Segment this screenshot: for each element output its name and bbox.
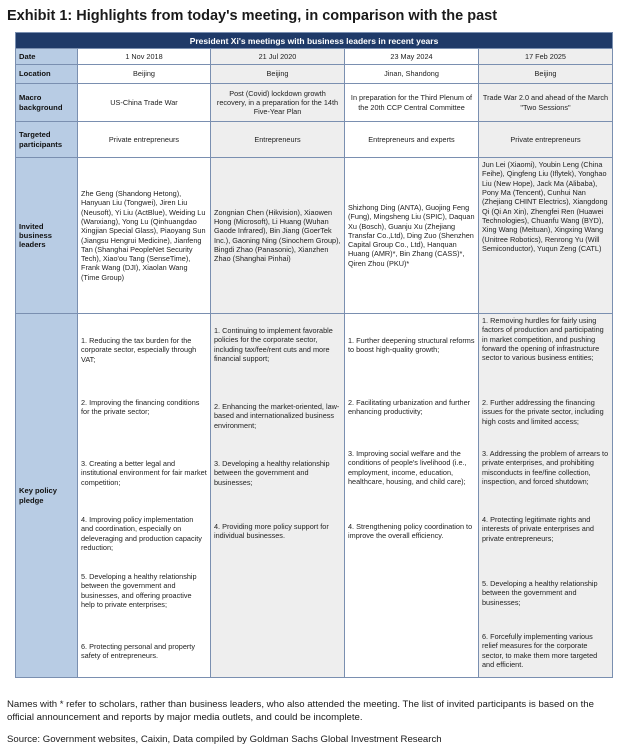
- location-cell: Beijing: [479, 65, 613, 84]
- participants-cell: Private entrepreneurs: [479, 122, 613, 158]
- location-cell: Jinan, Shandong: [345, 65, 479, 84]
- location-row: [16, 65, 613, 84]
- pledge-item: 2. Further addressing the financing issues for the private sector, including high costs and limited access;: [482, 398, 604, 426]
- leaders-cell: Zhe Geng (Shandong Hetong), Hanyuan Liu (Tongwei), Jiren Liu (Neusoft), Yi Liu (ActBlue), Weiding Lu (Wanxiang), Yong Lu (Qinhuangdao Xingjian Special Glass), Piaoyang Sun (Jiangsu Hengrui Medicine), Jianfeng Tan (Shanghai PeopleNet Security Tech), Xiao'ou Tang (SenseTime), Frank Wang (DJI), Xiaolan Wang (Time Group): [78, 158, 211, 314]
- pledge-item: 3. Developing a healthy relationship between the government and businesses;: [214, 459, 330, 487]
- date-cell: 17 Feb 2025: [479, 49, 613, 65]
- meetings-table-container: [15, 32, 612, 678]
- pledge-item: 4. Protecting legitimate rights and interests of private enterprises and private entrepreneurs;: [482, 515, 594, 543]
- macro-row: [16, 84, 613, 122]
- pledge-item: 4. Providing more policy support for individual businesses.: [214, 522, 329, 541]
- row-label-macro: Macro background: [16, 84, 78, 122]
- participants-row: [16, 122, 613, 158]
- pledge-item: 2. Enhancing the market-oriented, law-based and internationalized business environment;: [214, 402, 340, 430]
- pledge-item: 4. Strengthening policy coordination to improve the overall efficiency.: [348, 522, 473, 541]
- pledge-item: 1. Continuing to implement favorable policies for the corporate sector, including tax/fee/rent cuts and more financial support;: [214, 326, 333, 363]
- macro-cell: US-China Trade War: [78, 84, 211, 122]
- leaders-cell: Zongnian Chen (Hikvision), Xiaowen Hong (Microsoft), Li Huang (Wuhan Gaode Infrared), Bin Jiang (GoerTek Inc.), Gaoning Ning (Sinochem Group), Bingdi Zhao (Panasonic), Xianzhen Zhao (Shanghai Pinhai): [211, 158, 345, 314]
- date-cell: 1 Nov 2018: [78, 49, 211, 65]
- table-banner-row: [16, 33, 613, 49]
- table-banner: President Xi's meetings with business leaders in recent years: [16, 33, 613, 49]
- participants-cell: Private entrepreneurs: [78, 122, 211, 158]
- pledge-item: 6. Protecting personal and property safety of entrepreneurs.: [81, 642, 195, 661]
- date-cell: 21 Jul 2020: [211, 49, 345, 65]
- row-label-date: Date: [16, 49, 78, 65]
- row-label-leaders: Invited business leaders: [16, 158, 78, 314]
- pledge-cell: [78, 314, 211, 678]
- pledge-item: 1. Reducing the tax burden for the corporate sector, especially through VAT;: [81, 336, 197, 364]
- pledge-item: 6. Forcefully implementing various relief measures for the corporate sector, to make them more targeted and efficient.: [482, 632, 598, 669]
- row-label-participants: Targeted participants: [16, 122, 78, 158]
- pledge-cell: [479, 314, 613, 678]
- pledge-item: 5. Developing a healthy relationship between the government and businesses, and offering proactive help to private enterprises;: [81, 572, 197, 609]
- leaders-cell: Shizhong Ding (ANTA), Guojing Feng (Fung), Mingsheng Liu (SPIC), Daquan Xu (Bosch), Guanju Xu (Zhejiang Transfar Co.,Ltd), Ding Zuo (Shenzhen Capital Group Co., Ltd), Hanquan Huang (AMR)*, Bin Zhang (CASS)*, Qiren Zhou (PKU)*: [345, 158, 479, 314]
- source-note: Source: Government websites, Caixin, Data compiled by Goldman Sachs Global Investment Research: [7, 734, 442, 745]
- pledge-item: 5. Developing a healthy relationship between the government and businesses;: [482, 579, 598, 607]
- exhibit-title: Exhibit 1: Highlights from today's meeting, in comparison with the past: [7, 8, 498, 24]
- pledge-item: 2. Facilitating urbanization and further enhancing productivity;: [348, 398, 471, 417]
- pledge-row: [16, 314, 613, 678]
- leaders-row: [16, 158, 613, 314]
- pledge-item: 1. Removing hurdles for fairly using factors of production and participating in market competition, and pushing forward the opening of infrastructure sector to various business entities;: [482, 316, 604, 363]
- pledge-item: 2. Improving the financing conditions for the private sector;: [81, 398, 200, 417]
- leaders-cell: Jun Lei (Xiaomi), Youbin Leng (China Feihe), Qingfeng Liu (Iflytek), Yonghao Liu (New Hope), Jack Ma (Alibaba), Pony Ma (Tencent), Cunhui Nan (Zhejiang CHINT Electrics), Xiangdong Qi (Qi An Xin), Zhengfei Ren (Huawei Technologies), Chuanfu Wang (BYD), Xing Wang (Meituan), Xingxing Wang (Unitree Robotics), Renrong Yu (Will Semiconductor), Yuqun Zeng (CATL): [479, 158, 613, 314]
- location-cell: Beijing: [78, 65, 211, 84]
- pledge-item: 3. Addressing the problem of arrears to private enterprises, and prohibiting misconducts in fee/fine collection, inspection, and forced shutdown;: [482, 449, 609, 486]
- pledge-item: 3. Improving social welfare and the conditions of people's livelihood (i.e., employment, income, education, healthcare, housing, and child care);: [348, 449, 467, 486]
- macro-cell: Trade War 2.0 and ahead of the March "Two Sessions": [479, 84, 613, 122]
- meetings-table: [15, 32, 613, 678]
- pledge-cell: [345, 314, 479, 678]
- participants-cell: Entrepreneurs and experts: [345, 122, 479, 158]
- row-label-pledge: Key policy pledge: [16, 314, 78, 678]
- macro-cell: In preparation for the Third Plenum of the 20th CCP Central Committee: [345, 84, 479, 122]
- date-cell: 23 May 2024: [345, 49, 479, 65]
- footnote: Names with * refer to scholars, rather than business leaders, who also attended the meeting. The list of invited participants is based on the official announcement and reports by major media outlets, and could be incomplete.: [7, 699, 594, 723]
- pledge-cell: [211, 314, 345, 678]
- location-cell: Beijing: [211, 65, 345, 84]
- date-row: [16, 49, 613, 65]
- row-label-location: Location: [16, 65, 78, 84]
- participants-cell: Entrepreneurs: [211, 122, 345, 158]
- pledge-item: 3. Creating a better legal and institutional environment for fair market competition;: [81, 459, 207, 487]
- macro-cell: Post (Covid) lockdown growth recovery, in a preparation for the 14th Five-Year Plan: [211, 84, 345, 122]
- pledge-item: 1. Further deepening structural reforms to boost high-quality growth;: [348, 336, 475, 355]
- pledge-item: 4. Improving policy implementation and coordination, especially on deleveraging and production capacity reduction;: [81, 515, 202, 552]
